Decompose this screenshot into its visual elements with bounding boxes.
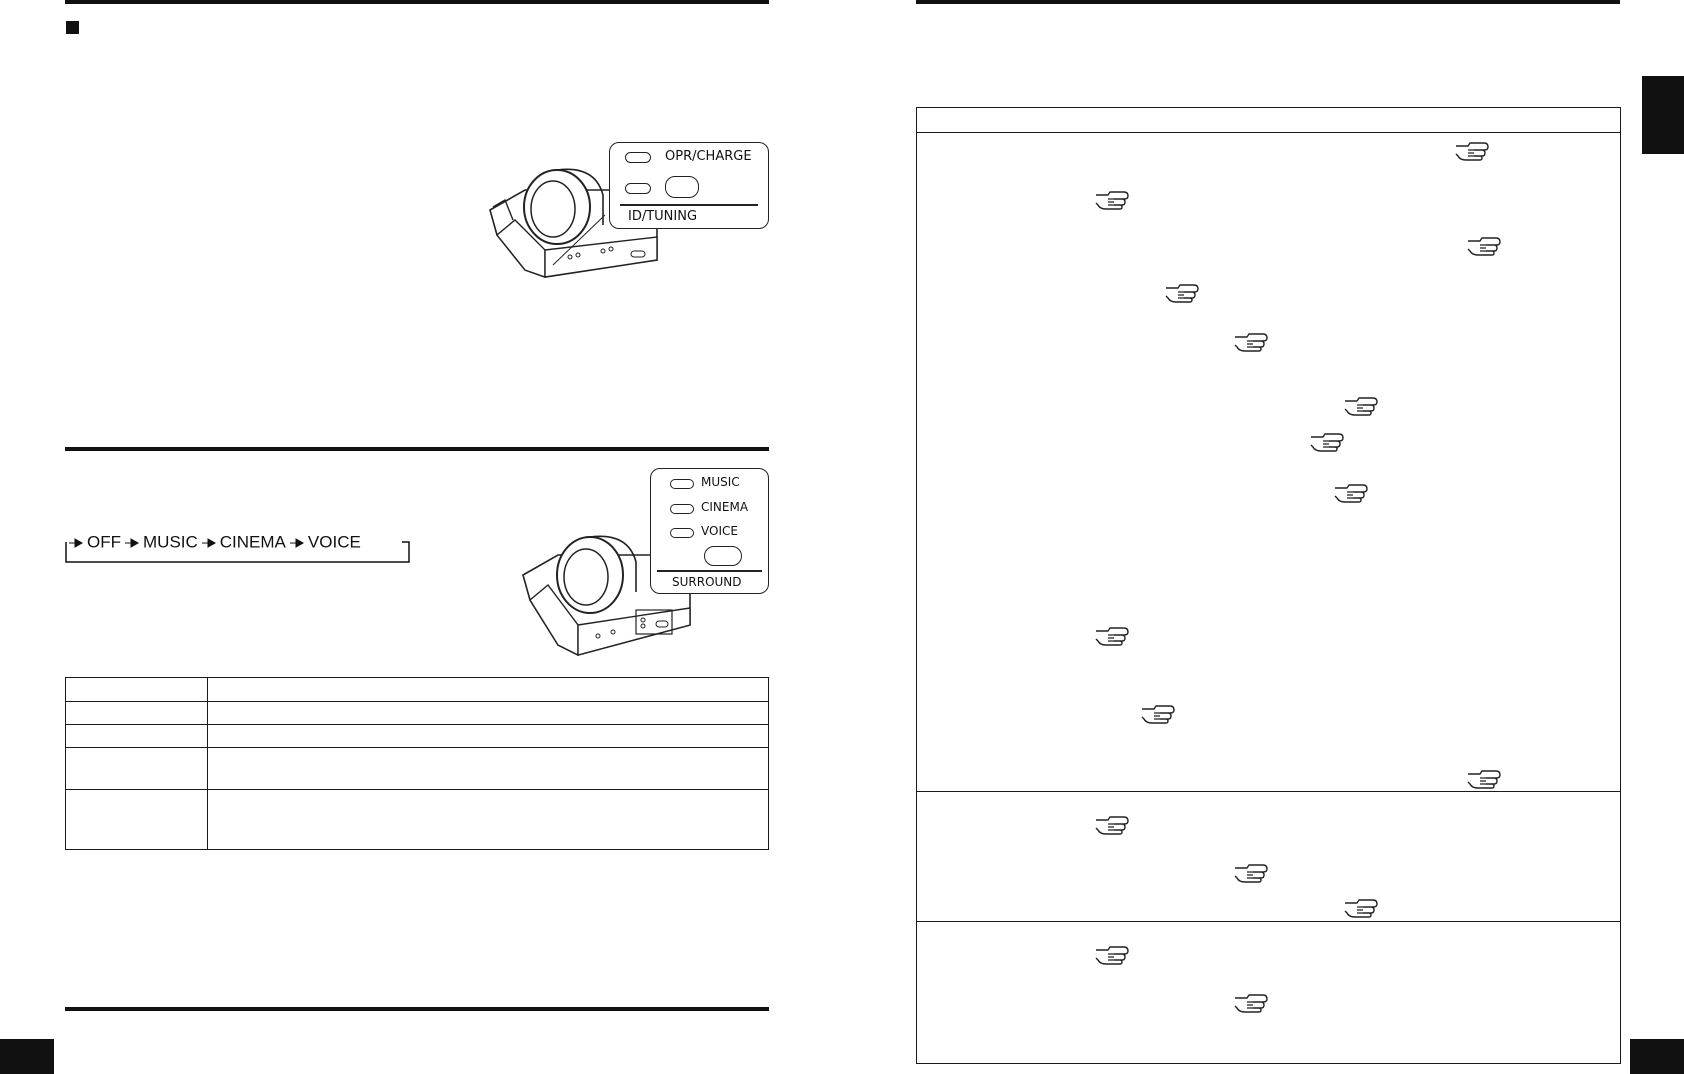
id-tuning-led [625,183,651,194]
hand-pointing-icon [1233,862,1269,884]
hand-pointing-icon [1140,703,1176,725]
id-tuning-button[interactable] [665,176,699,198]
page-number-tab-left [0,1039,54,1074]
section-rule-surround [65,447,769,451]
table-row-divider [66,701,768,702]
callout-divider [620,204,758,206]
hand-pointing-icon [1094,189,1130,211]
bottom-rule-left [65,1007,769,1011]
opr-charge-led [625,152,651,163]
music-led [670,479,694,489]
id-tuning-label: ID/TUNING [628,209,698,224]
cinema-label: CINEMA [701,500,749,514]
hand-pointing-icon [1094,814,1130,836]
hand-pointing-icon [1309,431,1345,453]
table-group-divider [917,791,1620,792]
hand-pointing-icon [1094,944,1130,966]
hand-pointing-icon [1454,140,1490,162]
hand-pointing-icon [1094,625,1130,647]
cinema-led [670,504,694,514]
table-row-divider [66,724,768,725]
voice-label: VOICE [701,524,738,538]
table-row-divider [66,747,768,748]
hand-pointing-icon [1164,282,1200,304]
page-number-tab-right [1630,1039,1684,1074]
mode-cinema: CINEMA [219,532,286,552]
table-header-divider [917,132,1620,133]
top-rule-left [65,0,769,4]
hand-pointing-icon [1233,331,1269,353]
table-row-divider [66,789,768,790]
sequence-loop-bracket [64,540,412,564]
callout-divider [657,570,762,572]
surround-callout [650,468,769,594]
hand-pointing-icon [1466,235,1502,257]
mode-music: MUSIC [143,532,198,552]
top-rule-right [916,0,1620,4]
table-group-divider [917,921,1620,922]
table-column-divider [207,678,208,849]
hand-pointing-icon [1343,897,1379,919]
hand-pointing-icon [1466,768,1502,790]
id-tuning-callout [609,142,769,229]
voice-led [670,528,694,538]
surround-label: SURROUND [672,575,742,589]
reference-table [916,107,1621,1064]
section-marker-square [66,21,79,34]
hand-pointing-icon [1233,992,1269,1014]
hand-pointing-icon [1333,482,1369,504]
surround-mode-table [65,677,769,850]
opr-charge-label: OPR/CHARGE [665,149,752,164]
hand-pointing-icon [1343,395,1379,417]
surround-button[interactable] [704,546,742,566]
chapter-tab-right [1642,76,1684,154]
music-label: MUSIC [701,475,740,489]
mode-off: OFF [87,532,121,552]
mode-voice: VOICE [307,532,361,552]
